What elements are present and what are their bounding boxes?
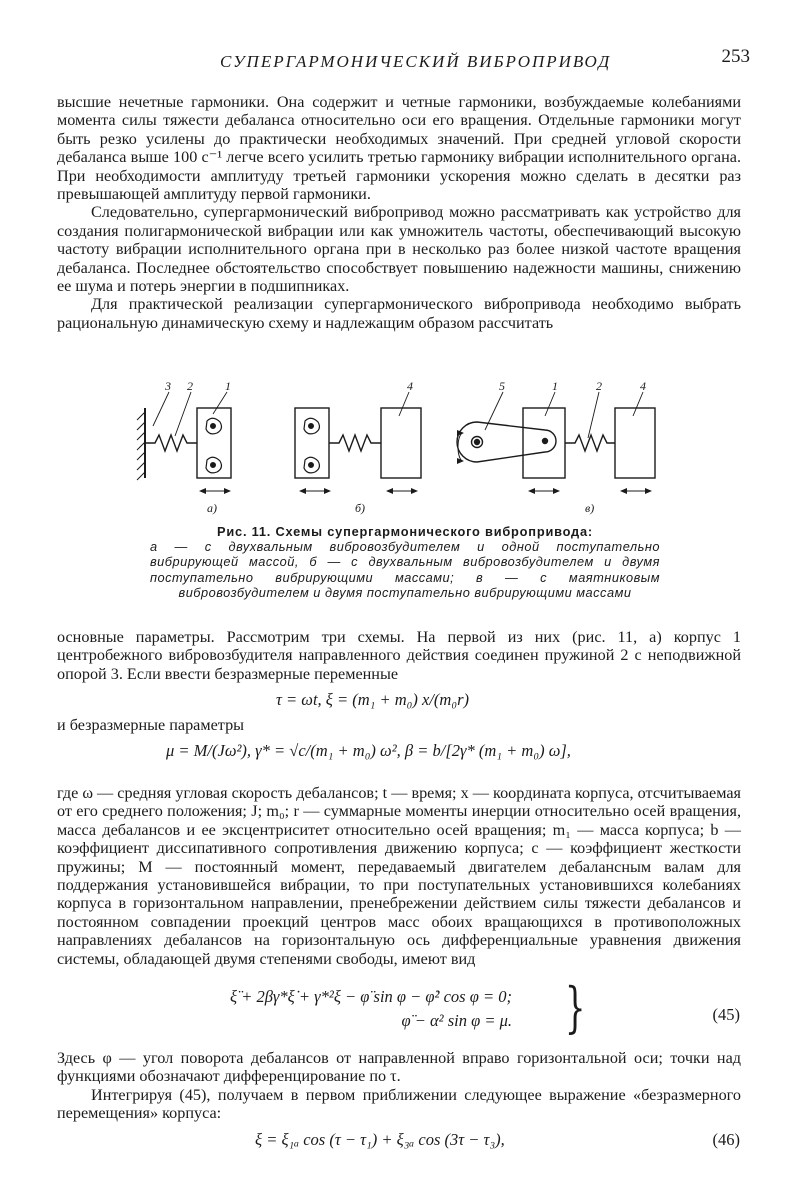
equation-line-2: φ̈ − α² sin φ = μ.: [401, 1011, 512, 1030]
sub-label-c: в): [585, 501, 595, 515]
page-number: 253: [721, 46, 750, 67]
label-1: 1: [552, 379, 558, 393]
paragraph: высшие нечетные гармоники. Она содержит и четные гармоники, возбуждаемые колебаниями момента силы тяжести дебаланса относительно оси его вращения. Отдельные гармоники могут быть резко усилены до практически необходимых значений. При средней угловой скорости дебаланса выше 100 с⁻¹ легче всего усилить третью гармонику вибрации исполнительного органа. При необходимости амплитуду третьей гармоники ускорения можно сделать в десятки раз превышающей амплитуду первой гармоники.: [57, 93, 741, 204]
text-block-definitions: [57, 784, 741, 968]
params-intro: и безразмерные параметры: [57, 716, 245, 734]
paragraph: Здесь φ — угол поворота дебалансов от направленной вправо горизонтальной оси; точки над функциями обозначают дифференцирование по τ.: [57, 1049, 741, 1086]
paragraph: где ω — средняя угловая скорость дебалансов; t — время; x — координата корпуса, отсчитываемая от его среднего положения; J; m₀; r — суммарные моменты инерции относительно осей вращения, масса дебалансов и ее эксцентриситет относительно осей вращения; m₁ — масса корпуса; b — коэффициент диссипативного сопротивления движению корпуса; c — коэффициент жесткости пружины; M — постоянный момент, передаваемый двигателем дебалансным валам для поддержания установившейся вибрации, то при поступательных установившихся колебаниях корпуса в горизонтальном направлении, пренебрежении действием силы тяжести дебалансов и постоянном совпадении проекций центров масс обоих вращающихся в противоположных направлениях дебалансов на горизонтальную ось дифференциальные уравнения движения системы, обладающей двумя степенями свободы, имеют вид: [57, 784, 741, 968]
label-3: 3: [165, 379, 171, 393]
text-block-top: [57, 93, 741, 332]
label-1: 1: [225, 379, 231, 393]
equation-number-46: (46): [712, 1130, 740, 1149]
equation-line-1: ξ̈ + 2βγ*ξ̇ + γ*²ξ − φ̈ sin φ − φ̇² cos φ = 0;: [230, 987, 512, 1006]
paragraph: Следовательно, супергармонический вибропривод можно рассматривать как устройство для создания полигармонической вибрации или как умножитель частоты, обеспечивающий высокую частоту вибрации исполнительного органа при в несколько раз более низкой частоте вращения дебаланса. Последнее обстоятельство способствует повышению надежности машины, снижению ее шума и потерь энергии в подшипниках.: [57, 203, 741, 296]
paragraph: Интегрируя (45), получаем в первом приближении следующее выражение «безразмерного перемещения» корпуса:: [57, 1085, 741, 1123]
formula-variables: τ = ωt, ξ = (m₁ + m₀) x/(m₀r): [276, 690, 469, 709]
text-block-bottom: [57, 1049, 741, 1123]
sub-label-a: а): [207, 501, 217, 515]
equation-number-45: (45): [712, 1005, 740, 1024]
label-2: 2: [596, 379, 602, 393]
label-4: 4: [407, 379, 413, 393]
label-5: 5: [499, 379, 505, 393]
label-4: 4: [640, 379, 646, 393]
equation-system: [230, 985, 512, 1033]
paragraph: основные параметры. Рассмотрим три схемы. На первой из них (рис. 11, а) корпус 1 центробежного вибровозбудителя направленного действия соединен пружиной 2 с неподвижной опорой 3. Если ввести безразмерные переменные: [57, 628, 741, 683]
scheme-a: [137, 392, 231, 491]
sub-label-b: б): [355, 501, 366, 515]
figure-11-schemes: [125, 378, 685, 518]
formula-parameters: μ = M/(Jω²), γ* = √c/(m₁ + m₀) ω², β = b/[2γ* (m₁ + m₀) ω],: [166, 741, 571, 760]
figure-caption: [150, 524, 660, 600]
scheme-b: [295, 392, 421, 491]
caption-body: а — с двухвальным вибровозбудителем и одной поступательно вибрирующей массой, б — с двухвальным вибровозбудителем и двумя поступательно вибрирующими массами; в — с маятниковым вибровозбудителем и двумя поступательно вибрирующими массами: [150, 539, 660, 600]
text-block-mid: [57, 628, 741, 683]
running-title: СУПЕРГАРМОНИЧЕСКИЙ ВИБРОПРИВОД: [220, 52, 612, 71]
brace-icon: }: [564, 976, 586, 1039]
scheme-c: [457, 392, 655, 491]
page-header: [60, 44, 750, 74]
label-2: 2: [187, 379, 193, 393]
caption-title: Рис. 11. Схемы супергармонического вибропривода:: [217, 524, 593, 539]
formula-displacement: ξ = ξ₁ₐ cos (τ − τ₁) + ξ₃ₐ cos (3τ − τ₃),: [255, 1130, 505, 1149]
paragraph: Для практической реализации супергармонического вибропривода необходимо выбрать рациональную динамическую схему и надлежащим образом рассчитать: [57, 295, 741, 332]
